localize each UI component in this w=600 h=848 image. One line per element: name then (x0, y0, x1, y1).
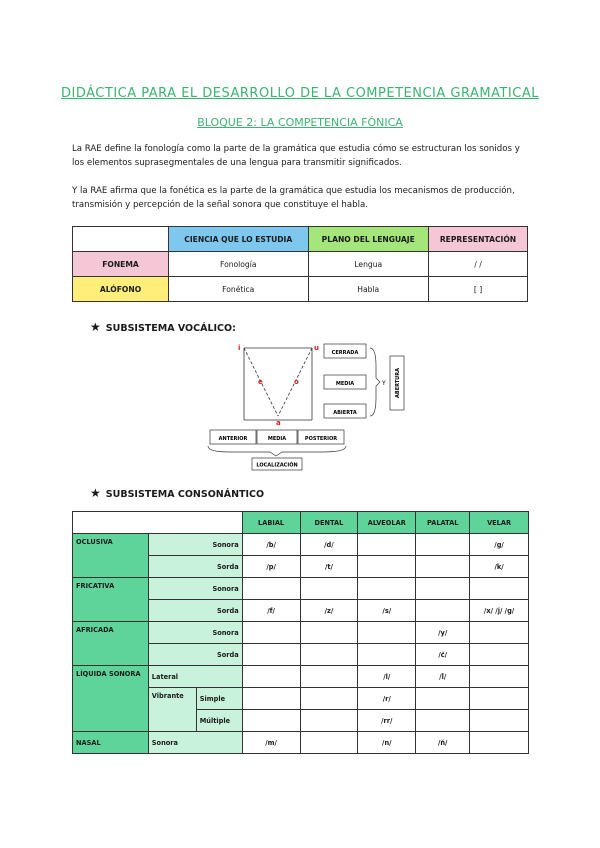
cell-fricativa-sorda-velar: /x/ /j/ /g/ (470, 600, 529, 622)
cell-oclusiva-sonora-velar: /g/ (470, 534, 529, 556)
cell-oclusiva-sonora-dental: /d/ (300, 534, 358, 556)
sub-sorda: Sorda (148, 600, 242, 622)
empty-header-cell (73, 512, 243, 534)
cell-africada-sorda-palatal: /c̆/ (416, 644, 470, 666)
sub-simple: Simple (196, 688, 242, 710)
header-ciencia: CIENCIA QUE LO ESTUDIA (169, 227, 309, 252)
sub-lateral: Lateral (148, 666, 242, 688)
cell-fricativa-sorda-dental: /z/ (300, 600, 358, 622)
cell-africada-sorda-dental (300, 644, 358, 666)
cell-multiple-velar (470, 710, 529, 732)
sub-vibrante: Vibrante (148, 688, 196, 732)
label-anterior: ANTERIOR (218, 436, 248, 442)
label-abierta: ABIERTA (333, 410, 357, 416)
document-subtitle: BLOQUE 2: LA COMPETENCIA FÓNICA (197, 116, 403, 129)
cell-lateral-labial (242, 666, 300, 688)
group-africada: AFRICADA (73, 622, 149, 666)
cell-nasal-labial: /m/ (242, 732, 300, 754)
group-liquida-sonora: LÍQUIDA SONORA (73, 666, 149, 732)
col-velar: VELAR (470, 512, 529, 534)
cell-alofono-plano: Habla (308, 277, 429, 302)
empty-header-cell (73, 227, 169, 252)
intro-paragraph-1: La RAE define la fonología como la parte de la gramática que estudia cómo se estructuran los sonidos y los elementos suprasegmentales de una lengua para transmitir significados. (72, 144, 520, 168)
sub-multiple: Múltiple (196, 710, 242, 732)
cell-fricativa-sonora-labial (242, 578, 300, 600)
cell-oclusiva-sorda-velar: /k/ (470, 556, 529, 578)
cell-multiple-alveolar: /rr/ (358, 710, 416, 732)
star-icon: ★ (90, 320, 101, 334)
col-palatal: PALATAL (416, 512, 470, 534)
star-icon: ★ (90, 486, 101, 500)
header-representacion: REPRESENTACIÓN (429, 227, 528, 252)
apertura-brace (370, 348, 380, 416)
sub-sorda: Sorda (148, 644, 242, 666)
cell-africada-sonora-velar (470, 622, 529, 644)
cell-nasal-dental (300, 732, 358, 754)
cell-simple-alveolar: /r/ (358, 688, 416, 710)
label-cerrada: CERRADA (331, 350, 359, 356)
cell-oclusiva-sorda-dental: /t/ (300, 556, 358, 578)
document-title: DIDÁCTICA PARA EL DESARROLLO DE LA COMPETENCIA GRAMATICAL (61, 86, 539, 101)
cell-lateral-alveolar: /l/ (358, 666, 416, 688)
cell-simple-velar (470, 688, 529, 710)
cell-oclusiva-sonora-labial: /b/ (242, 534, 300, 556)
cell-lateral-velar (470, 666, 529, 688)
header-plano: PLANO DEL LENGUAJE (308, 227, 429, 252)
intro-paragraph-2: Y la RAE afirma que la fonética es la parte de la gramática que estudia los mecanismos de producción, transmisión y percepción de la señal sonora que constituye el habla. (72, 186, 515, 210)
sub-sonora: Sonora (148, 534, 242, 556)
vowel-e: e (258, 378, 263, 386)
vowel-o: o (294, 378, 299, 386)
sub-sonora: Sonora (148, 622, 242, 644)
cell-fricativa-sorda-labial: /f/ (242, 600, 300, 622)
group-oclusiva: OCLUSIVA (73, 534, 149, 578)
cell-fonema-ciencia: Fonología (169, 252, 309, 277)
cell-africada-sonora-dental (300, 622, 358, 644)
cell-fricativa-sonora-alveolar (358, 578, 416, 600)
consonant-table (72, 511, 529, 754)
label-localizacion: LOCALIZACIÓN (256, 462, 298, 469)
cell-fricativa-sorda-palatal (416, 600, 470, 622)
cell-nasal-palatal: /n̆/ (416, 732, 470, 754)
cell-oclusiva-sonora-palatal (416, 534, 470, 556)
cell-africada-sonora-palatal: /y/ (416, 622, 470, 644)
vowel-u: u (314, 344, 319, 352)
vowel-a: a (276, 419, 281, 427)
cell-lateral-palatal: /l̆/ (416, 666, 470, 688)
cell-simple-labial (242, 688, 300, 710)
cell-multiple-palatal (416, 710, 470, 732)
fonema-alofono-table (72, 226, 528, 302)
cell-africada-sonora-alveolar (358, 622, 416, 644)
cell-simple-palatal (416, 688, 470, 710)
group-nasal: NASAL (73, 732, 149, 754)
cell-fricativa-sonora-palatal (416, 578, 470, 600)
sub-sonora: Sonora (148, 732, 242, 754)
label-media-localizacion: MEDIA (267, 436, 287, 442)
vowel-i: i (238, 344, 241, 352)
row-label-alofono: ALÓFONO (73, 277, 169, 302)
col-alveolar: ALVEOLAR (358, 512, 416, 534)
cell-africada-sorda-alveolar (358, 644, 416, 666)
cell-nasal-velar (470, 732, 529, 754)
col-labial: LABIAL (242, 512, 300, 534)
cell-multiple-dental (300, 710, 358, 732)
cell-lateral-dental (300, 666, 358, 688)
cell-nasal-alveolar: /n/ (358, 732, 416, 754)
cell-alofono-rep: [ ] (429, 277, 528, 302)
cell-oclusiva-sorda-alveolar (358, 556, 416, 578)
cell-oclusiva-sonora-alveolar (358, 534, 416, 556)
cell-simple-dental (300, 688, 358, 710)
cell-oclusiva-sorda-labial: /p/ (242, 556, 300, 578)
vocalic-heading (90, 320, 236, 334)
cell-fricativa-sorda-alveolar: /s/ (358, 600, 416, 622)
cell-multiple-labial (242, 710, 300, 732)
label-posterior: POSTERIOR (304, 436, 338, 442)
cell-fricativa-sonora-dental (300, 578, 358, 600)
row-label-fonema: FONEMA (73, 252, 169, 277)
label-y: Y (382, 380, 386, 387)
consonant-heading-text: SUBSISTEMA CONSONÁNTICO (105, 489, 265, 500)
cell-africada-sorda-labial (242, 644, 300, 666)
cell-africada-sonora-labial (242, 622, 300, 644)
vocalic-heading-text: SUBSISTEMA VOCÁLICO: (105, 323, 236, 334)
cell-africada-sorda-velar (470, 644, 529, 666)
col-dental: DENTAL (300, 512, 358, 534)
sub-sorda: Sorda (148, 556, 242, 578)
cell-fonema-rep: / / (429, 252, 528, 277)
cell-fonema-plano: Lengua (308, 252, 429, 277)
label-media-apertura: MEDIA (335, 381, 355, 387)
localizacion-brace (208, 446, 346, 456)
group-fricativa: FRICATIVA (73, 578, 149, 622)
vowel-diagram (200, 336, 430, 476)
consonant-heading (90, 486, 264, 500)
cell-oclusiva-sorda-palatal (416, 556, 470, 578)
sub-sonora: Sonora (148, 578, 242, 600)
label-abertura: ABERTURA (395, 368, 401, 398)
cell-alofono-ciencia: Fonética (169, 277, 309, 302)
cell-fricativa-sonora-velar (470, 578, 529, 600)
